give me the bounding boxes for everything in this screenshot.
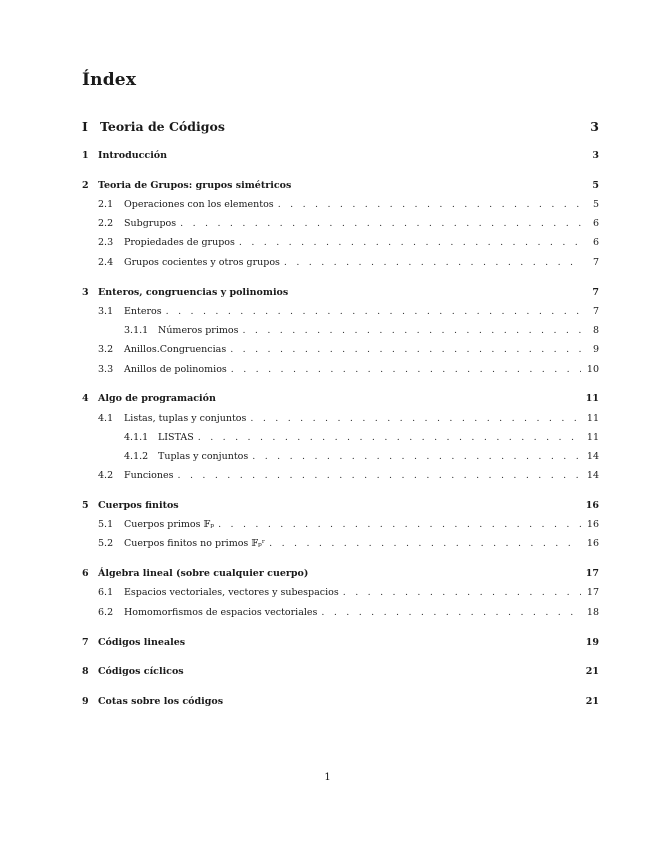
toc-entry-title: Anillos de polinomios (124, 364, 227, 375)
toc-entry-title: Introducción (98, 150, 168, 161)
toc-entry-page: 14 (586, 470, 599, 481)
toc-entry-title: Teoria de Códigos (100, 119, 225, 134)
toc-entry-number: 8 (82, 666, 89, 677)
toc-entry-page: 5 (592, 180, 599, 191)
toc-entry-number: 3.1.1 (124, 325, 149, 336)
toc-entry-page: 21 (585, 666, 599, 677)
toc-entry-4-2[interactable] (82, 470, 599, 481)
toc-entry-2-3[interactable] (82, 237, 599, 248)
toc-entry-4-1-1[interactable] (82, 432, 599, 443)
dot-leader (218, 519, 581, 530)
toc-entry-number: 5.2 (98, 538, 114, 549)
toc-entry-2-2[interactable] (82, 218, 599, 229)
dot-leader (321, 607, 581, 618)
dot-leader (239, 237, 581, 248)
toc-entry-page: 17 (585, 568, 599, 579)
toc-entry-title: Funciones (124, 470, 174, 481)
dot-leader (178, 470, 581, 481)
toc-entry-number: 2.4 (98, 257, 114, 268)
toc-entry-page: 8 (592, 325, 599, 336)
toc-entry-page: 9 (592, 344, 599, 355)
toc-entry-title: Cuerpos primos 𝔽ₚ (124, 519, 215, 530)
toc-entry-9[interactable] (82, 696, 599, 707)
toc-entry-2[interactable] (82, 180, 599, 191)
toc-entry-page: 16 (586, 519, 599, 530)
toc-entry-number: 4 (82, 393, 89, 404)
toc-entry-title: Anillos.Congruencias (124, 344, 227, 355)
dot-leader (166, 306, 581, 317)
toc-entry-page: 5 (592, 199, 599, 210)
toc-entry-page: 6 (592, 237, 599, 248)
dot-leader (250, 413, 581, 424)
toc-entry-title: Listas, tuplas y conjuntos (124, 413, 247, 424)
toc-entry-3-2[interactable] (82, 344, 599, 355)
toc-entry-4-1[interactable] (82, 413, 599, 424)
toc-entry-title: LISTAS (158, 432, 194, 443)
toc-entry-2-1[interactable] (82, 199, 599, 210)
toc-entry-4-1-2[interactable] (82, 451, 599, 462)
dot-leader (343, 587, 581, 598)
page-title: Índex (82, 70, 137, 90)
toc-entry-page: 11 (585, 393, 599, 404)
toc-entry-number: 2 (82, 180, 89, 191)
toc-entry-title: Números primos (158, 325, 239, 336)
toc-entry-title: Subgrupos (124, 218, 177, 229)
toc-entry-4[interactable] (82, 393, 599, 404)
toc-entry-number: 1 (82, 150, 89, 161)
toc-entry-page: 3 (592, 150, 599, 161)
toc-entry-number: 6.1 (98, 587, 114, 598)
toc-entry-1[interactable] (82, 150, 599, 161)
dot-leader (230, 344, 581, 355)
toc-entry-number: 2.2 (98, 218, 114, 229)
toc-entry-title: Grupos cocientes y otros grupos (124, 257, 280, 268)
toc-entry-page: 14 (586, 451, 599, 462)
dot-leader (284, 257, 581, 268)
toc-entry-title: Tuplas y conjuntos (158, 451, 249, 462)
toc-entry-I[interactable] (82, 119, 599, 134)
toc-entry-page: 6 (592, 218, 599, 229)
toc-entry-title: Enteros (124, 306, 162, 317)
toc-entry-title: Cuerpos finitos no primos 𝔽ₚʳ (124, 538, 266, 549)
toc-entry-number: 3.3 (98, 364, 114, 375)
toc-entry-title: Códigos lineales (98, 637, 186, 648)
toc-entry-6-1[interactable] (82, 587, 599, 598)
toc-entry-number: 5 (82, 500, 89, 511)
dot-leader (180, 218, 581, 229)
toc-entry-page: 16 (586, 538, 599, 549)
dot-leader (231, 364, 581, 375)
toc-entry-page: 11 (586, 432, 599, 443)
toc-entry-5-2[interactable] (82, 538, 599, 549)
toc-entry-5[interactable] (82, 500, 599, 511)
toc-entry-number: 5.1 (98, 519, 114, 530)
toc-entry-title: Teoria de Grupos: grupos simétricos (98, 180, 292, 191)
toc-entry-number: 4.2 (98, 470, 114, 481)
toc-entry-number: 3 (82, 287, 89, 298)
toc-entry-5-1[interactable] (82, 519, 599, 530)
toc-entry-number: 7 (82, 637, 89, 648)
toc-entry-8[interactable] (82, 666, 599, 677)
toc-entry-title: Códigos cíclicos (98, 666, 184, 677)
toc-entry-2-4[interactable] (82, 257, 599, 268)
dot-leader (198, 432, 581, 443)
toc-entry-page: 3 (590, 119, 599, 134)
toc-entry-7[interactable] (82, 637, 599, 648)
dot-leader (242, 325, 581, 336)
toc-entry-page: 17 (586, 587, 599, 598)
toc-entry-page: 21 (585, 696, 599, 707)
toc-entry-number: 4.1 (98, 413, 114, 424)
toc-entry-page: 10 (586, 364, 599, 375)
toc-entry-number: 4.1.2 (124, 451, 149, 462)
toc-entry-3[interactable] (82, 287, 599, 298)
toc-entry-title: Propiedades de grupos (124, 237, 235, 248)
toc-entry-page: 19 (585, 637, 599, 648)
toc-entry-3-1-1[interactable] (82, 325, 599, 336)
dot-leader (252, 451, 581, 462)
toc-entry-number: 6.2 (98, 607, 114, 618)
toc-entry-number: 2.3 (98, 237, 114, 248)
toc-entry-number: 3.2 (98, 344, 114, 355)
toc-entry-title: Álgebra lineal (sobre cualquier cuerpo) (98, 568, 309, 579)
toc-entry-title: Espacios vectoriales, vectores y subespacios (124, 587, 339, 598)
toc-entry-title: Algo de programación (98, 393, 216, 404)
toc-entry-number: 6 (82, 568, 89, 579)
footer-page-number: 1 (324, 772, 331, 783)
toc-entry-page: 7 (592, 287, 599, 298)
toc-entry-3-3[interactable] (82, 364, 599, 375)
dot-leader (278, 199, 581, 210)
toc-entry-page: 7 (592, 257, 599, 268)
toc-entry-page: 16 (585, 500, 599, 511)
toc-entry-6[interactable] (82, 568, 599, 579)
toc-entry-page: 18 (586, 607, 599, 618)
toc-entry-3-1[interactable] (82, 306, 599, 317)
toc-entry-number: 2.1 (98, 199, 114, 210)
toc-entry-page: 7 (592, 306, 599, 317)
toc-entry-number: 9 (82, 696, 89, 707)
toc-entry-number: 3.1 (98, 306, 114, 317)
toc-entry-title: Cuerpos finitos (98, 500, 179, 511)
toc-entry-6-2[interactable] (82, 607, 599, 618)
toc-entry-number: I (82, 119, 88, 134)
dot-leader (269, 538, 581, 549)
toc-entry-title: Enteros, congruencias y polinomios (98, 287, 289, 298)
toc-entry-page: 11 (586, 413, 599, 424)
toc-entry-title: Cotas sobre los códigos (98, 696, 224, 707)
toc-entry-title: Homomorfismos de espacios vectoriales (124, 607, 318, 618)
toc-entry-number: 4.1.1 (124, 432, 149, 443)
toc-entry-title: Operaciones con los elementos (124, 199, 274, 210)
